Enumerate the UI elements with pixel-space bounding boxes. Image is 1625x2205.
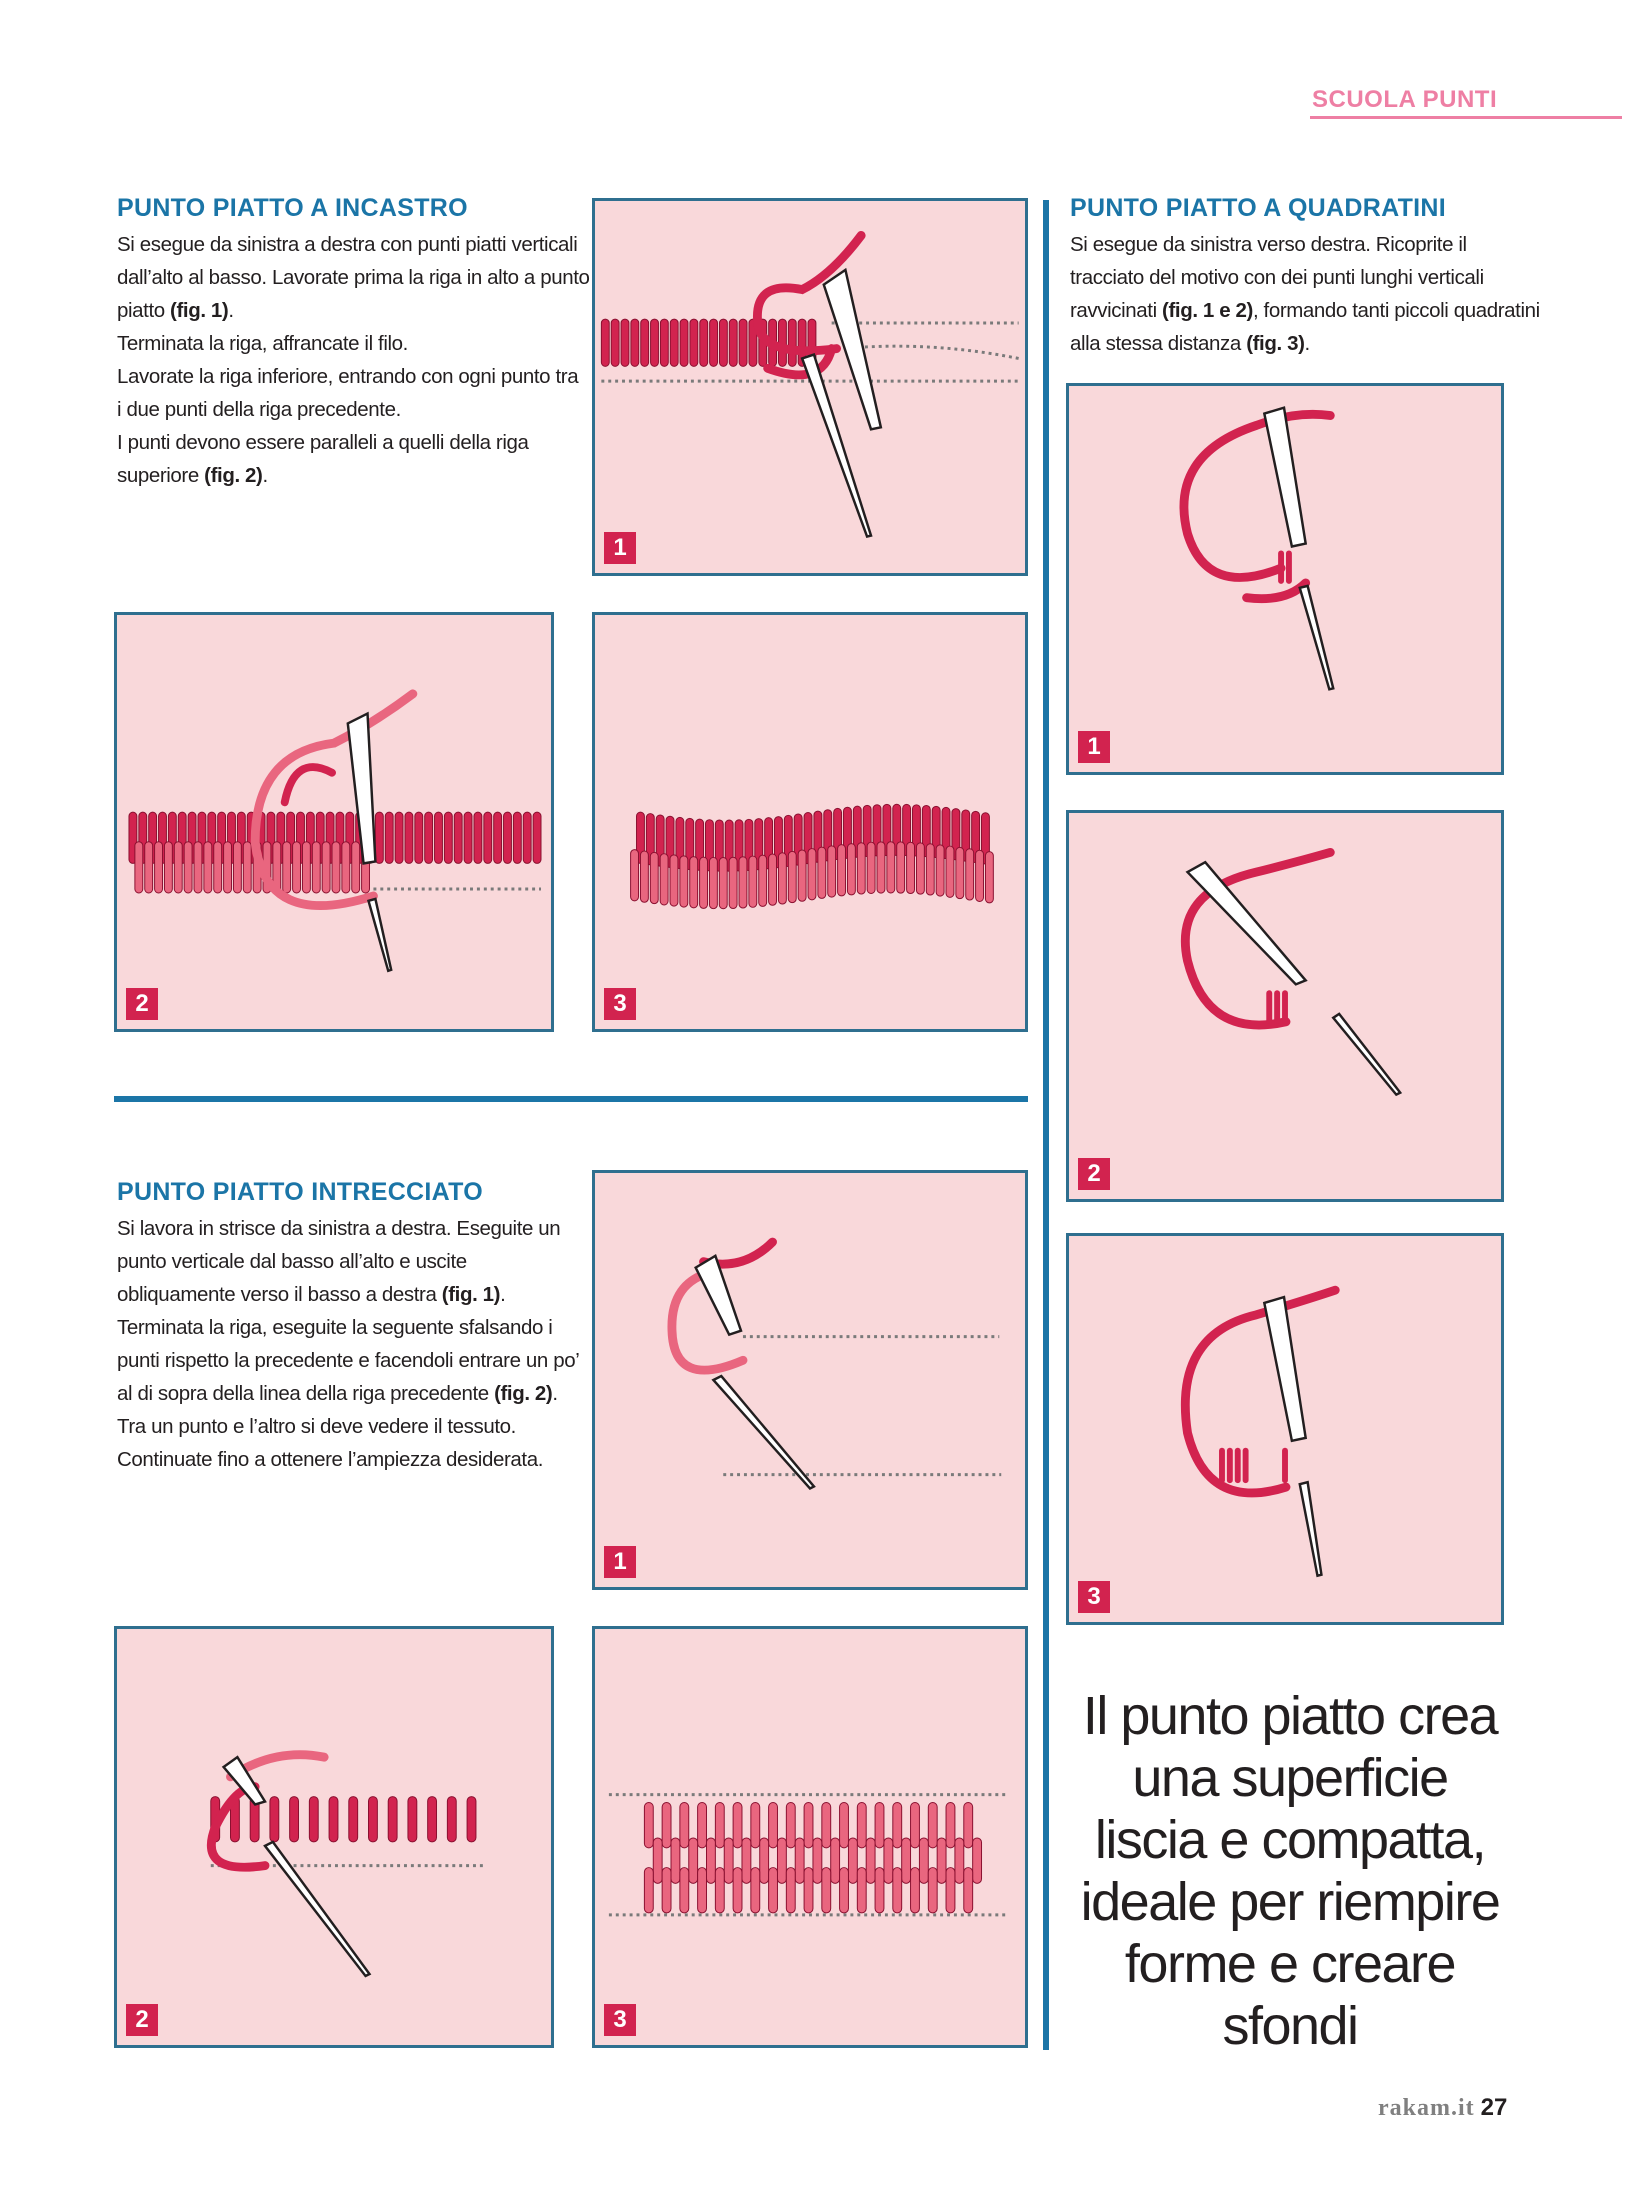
- satin-stitch: [822, 1868, 831, 1913]
- satin-stitch: [946, 1802, 955, 1847]
- satin-stitch: [293, 842, 301, 893]
- text-line: Si esegue da sinistra a destra con punti piatti verticali: [117, 233, 578, 256]
- satin-stitch: [733, 1868, 742, 1913]
- text-line: ravvicinati (fig. 1 e 2), formando tanti piccoli quadratini: [1070, 299, 1540, 322]
- text-line: piatto (fig. 1).: [117, 299, 234, 322]
- satin-stitch: [831, 1838, 840, 1883]
- satin-stitch: [985, 852, 993, 903]
- satin-stitch: [447, 1797, 456, 1842]
- text-line: punti rispetto la precedente e facendoli entrare un po’: [117, 1349, 580, 1372]
- satin-stitch: [523, 812, 531, 863]
- incastro-figure-2: [114, 612, 554, 1032]
- satin-stitch: [329, 1797, 338, 1842]
- satin-stitch: [719, 857, 727, 908]
- satin-stitch: [857, 1802, 866, 1847]
- satin-stitch: [964, 1802, 973, 1847]
- satin-stitch: [290, 1797, 299, 1842]
- satin-stitch: [973, 1838, 982, 1883]
- quadratini-title: PUNTO PIATTO A QUADRATINI: [1070, 194, 1447, 222]
- satin-stitch: [751, 1868, 760, 1913]
- figure-number-badge: 1: [1078, 731, 1110, 763]
- satin-stitch: [680, 1802, 689, 1847]
- text-line: dall’alto al basso. Lavorate prima la riga in alto a punto: [117, 266, 590, 289]
- satin-stitch: [828, 846, 836, 897]
- satin-stitch: [751, 1802, 760, 1847]
- satin-stitch: [926, 844, 934, 895]
- text-line: i due punti della riga precedente.: [117, 398, 401, 421]
- satin-stitch: [322, 842, 330, 893]
- satin-stitch: [670, 319, 678, 366]
- satin-stitch: [660, 319, 668, 366]
- pull-quote-line: forme e creare: [1124, 1934, 1456, 1994]
- section-tag: SCUOLA PUNTI: [1312, 86, 1498, 113]
- figure-number-badge: 2: [126, 2004, 158, 2036]
- satin-stitch: [670, 855, 678, 906]
- satin-stitch: [494, 812, 502, 863]
- satin-stitch: [425, 812, 433, 863]
- satin-stitch: [194, 842, 202, 893]
- satin-stitch: [352, 842, 360, 893]
- satin-stitch: [533, 812, 541, 863]
- satin-stitch: [270, 1797, 279, 1842]
- intrecciato-figure-1: [592, 1170, 1028, 1590]
- satin-stitch: [928, 1868, 937, 1913]
- text-line: I punti devono essere paralleli a quelli della riga: [117, 431, 529, 454]
- figure-number-badge: 3: [604, 988, 636, 1020]
- satin-stitch: [164, 842, 172, 893]
- satin-stitch: [804, 1868, 813, 1913]
- satin-stitch: [729, 857, 737, 908]
- page-footer: [1378, 2094, 1507, 2122]
- satin-stitch: [964, 1868, 973, 1913]
- satin-stitch: [786, 1868, 795, 1913]
- satin-stitch: [760, 1838, 769, 1883]
- satin-stitch: [795, 1838, 804, 1883]
- pull-quote-line: Il punto piatto crea: [1082, 1686, 1498, 1746]
- satin-stitch: [866, 1838, 875, 1883]
- satin-stitch: [848, 1838, 857, 1883]
- satin-stitch: [877, 842, 885, 893]
- satin-stitch: [742, 1838, 751, 1883]
- satin-stitch: [706, 1838, 715, 1883]
- satin-stitch: [395, 812, 403, 863]
- satin-stitch: [937, 1838, 946, 1883]
- satin-stitch: [641, 319, 649, 366]
- satin-stitch: [875, 1868, 884, 1913]
- satin-stitch: [769, 1868, 778, 1913]
- satin-stitch: [788, 319, 796, 366]
- stitch-row: [631, 842, 994, 909]
- satin-stitch: [698, 1802, 707, 1847]
- satin-stitch: [700, 319, 708, 366]
- satin-stitch: [777, 1838, 786, 1883]
- satin-stitch: [867, 842, 875, 893]
- satin-stitch: [739, 319, 747, 366]
- satin-stitch: [724, 1838, 733, 1883]
- satin-stitch: [312, 842, 320, 893]
- satin-stitch: [224, 842, 232, 893]
- intrecciato-title: PUNTO PIATTO INTRECCIATO: [117, 1178, 484, 1206]
- satin-stitch: [700, 857, 708, 908]
- satin-stitch: [769, 854, 777, 905]
- satin-stitch: [640, 851, 648, 902]
- satin-stitch: [808, 849, 816, 900]
- satin-stitch: [907, 842, 915, 893]
- satin-stitch: [729, 319, 737, 366]
- satin-stitch: [709, 857, 717, 908]
- satin-stitch: [135, 842, 143, 893]
- pull-quote: [1060, 1685, 1520, 2057]
- satin-stitch: [283, 842, 291, 893]
- satin-stitch: [385, 812, 393, 863]
- figure-number-badge: 3: [1078, 1581, 1110, 1613]
- pull-quote-line: liscia e compatta,: [1094, 1810, 1486, 1870]
- text-line: al di sopra della linea della riga precedente (fig. 2).: [117, 1382, 558, 1405]
- text-line: Terminata la riga, eseguite la seguente sfalsando i: [117, 1316, 553, 1339]
- satin-stitch: [769, 1802, 778, 1847]
- satin-stitch: [680, 856, 688, 907]
- satin-stitch: [749, 856, 757, 907]
- satin-stitch: [966, 849, 974, 900]
- satin-stitch: [444, 812, 452, 863]
- incastro-text: [117, 228, 590, 492]
- satin-stitch: [916, 843, 924, 894]
- satin-stitch: [405, 812, 413, 863]
- satin-stitch: [408, 1797, 417, 1842]
- satin-stitch: [936, 845, 944, 896]
- text-line: Continuate fino a ottenere l’ampiezza desiderata.: [117, 1448, 543, 1471]
- satin-stitch: [332, 842, 340, 893]
- text-line: tracciato del motivo con dei punti lunghi verticali: [1070, 266, 1484, 289]
- satin-stitch: [302, 842, 310, 893]
- satin-stitch: [662, 1802, 671, 1847]
- satin-stitch: [680, 319, 688, 366]
- satin-stitch: [611, 319, 619, 366]
- satin-stitch: [710, 319, 718, 366]
- satin-stitch: [484, 812, 492, 863]
- satin-stitch: [680, 1868, 689, 1913]
- satin-stitch: [813, 1838, 822, 1883]
- satin-stitch: [976, 850, 984, 901]
- satin-stitch: [919, 1838, 928, 1883]
- satin-stitch: [897, 842, 905, 893]
- satin-stitch: [454, 812, 462, 863]
- satin-stitch: [955, 1838, 964, 1883]
- intrecciato-figure-2: [114, 1626, 554, 2048]
- pull-quote-line: sfondi: [1222, 1996, 1358, 2056]
- satin-stitch: [309, 1797, 318, 1842]
- satin-stitch: [415, 812, 423, 863]
- satin-stitch: [804, 1802, 813, 1847]
- text-line: obliquamente verso il basso a destra (fig. 1).: [117, 1283, 506, 1306]
- stitch-row: [601, 319, 816, 366]
- satin-stitch: [698, 1868, 707, 1913]
- page-number: 27: [1480, 2094, 1508, 2121]
- satin-stitch: [911, 1868, 920, 1913]
- quadratini-text: [1070, 228, 1540, 360]
- satin-stitch: [733, 1802, 742, 1847]
- satin-stitch: [155, 842, 163, 893]
- satin-stitch: [369, 1797, 378, 1842]
- stitch-row: [211, 1797, 476, 1842]
- satin-stitch: [893, 1868, 902, 1913]
- satin-stitch: [838, 845, 846, 896]
- text-line: Tra un punto e l’altro si deve vedere il tessuto.: [117, 1415, 516, 1438]
- satin-stitch: [822, 1802, 831, 1847]
- satin-stitch: [928, 1802, 937, 1847]
- satin-stitch: [243, 842, 251, 893]
- section-tag-underline: [1310, 116, 1622, 119]
- incastro-title: PUNTO PIATTO A INCASTRO: [117, 194, 468, 222]
- satin-stitch: [847, 844, 855, 895]
- footer-site: rakam.it: [1378, 2095, 1475, 2121]
- satin-stitch: [184, 842, 192, 893]
- text-line: punto verticale dal basso all’alto e uscite: [117, 1250, 467, 1273]
- satin-stitch: [601, 319, 609, 366]
- pull-quote-line: una superficie: [1132, 1748, 1448, 1808]
- satin-stitch: [739, 857, 747, 908]
- satin-stitch: [893, 1802, 902, 1847]
- satin-stitch: [233, 842, 241, 893]
- satin-stitch: [644, 1868, 653, 1913]
- satin-stitch: [204, 842, 212, 893]
- text-line: Si lavora in strisce da sinistra a destra. Eseguite un: [117, 1217, 561, 1240]
- satin-stitch: [428, 1797, 437, 1842]
- satin-stitch: [690, 857, 698, 908]
- incastro-figure-1: [592, 198, 1028, 576]
- quadratini-figure-1: [1066, 383, 1504, 775]
- satin-stitch: [174, 842, 182, 893]
- satin-stitch: [759, 855, 767, 906]
- satin-stitch: [956, 847, 964, 898]
- satin-stitch: [653, 1838, 662, 1883]
- satin-stitch: [474, 812, 482, 863]
- satin-stitch: [946, 1868, 955, 1913]
- satin-stitch: [946, 846, 954, 897]
- satin-stitch: [798, 850, 806, 901]
- figure-number-badge: 3: [604, 2004, 636, 2036]
- satin-stitch: [715, 1868, 724, 1913]
- satin-stitch: [840, 1868, 849, 1913]
- figure-number-badge: 1: [604, 1546, 636, 1578]
- satin-stitch: [467, 1797, 476, 1842]
- satin-stitch: [145, 842, 153, 893]
- satin-stitch: [631, 850, 639, 901]
- text-line: alla stessa distanza (fig. 3).: [1070, 332, 1310, 355]
- satin-stitch: [857, 1868, 866, 1913]
- satin-stitch: [660, 854, 668, 905]
- satin-stitch: [464, 812, 472, 863]
- satin-stitch: [662, 1868, 671, 1913]
- quadratini-figure-3: [1066, 1233, 1504, 1625]
- satin-stitch: [388, 1797, 397, 1842]
- satin-stitch: [504, 812, 512, 863]
- satin-stitch: [875, 1802, 884, 1847]
- section-divider-horizontal: [114, 1096, 1028, 1102]
- satin-stitch: [644, 1802, 653, 1847]
- text-line: Si esegue da sinistra verso destra. Ricoprite il: [1070, 233, 1467, 256]
- text-line: Terminata la riga, affrancate il filo.: [117, 332, 408, 355]
- figure-number-badge: 2: [126, 988, 158, 1020]
- satin-stitch: [857, 843, 865, 894]
- satin-stitch: [375, 812, 383, 863]
- satin-stitch: [715, 1802, 724, 1847]
- satin-stitch: [884, 1838, 893, 1883]
- satin-stitch: [650, 852, 658, 903]
- satin-stitch: [719, 319, 727, 366]
- satin-stitch: [786, 1802, 795, 1847]
- satin-stitch: [435, 812, 443, 863]
- satin-stitch: [840, 1802, 849, 1847]
- text-line: Lavorate la riga inferiore, entrando con ogni punto tra: [117, 365, 579, 388]
- figure-number-badge: 1: [604, 532, 636, 564]
- satin-stitch: [902, 1838, 911, 1883]
- satin-stitch: [887, 842, 895, 893]
- section-divider-vertical: [1043, 200, 1049, 2050]
- satin-stitch: [513, 812, 521, 863]
- satin-stitch: [818, 847, 826, 898]
- satin-stitch: [671, 1838, 680, 1883]
- satin-stitch: [651, 319, 659, 366]
- satin-stitch: [788, 851, 796, 902]
- satin-stitch: [214, 842, 222, 893]
- satin-stitch: [342, 842, 350, 893]
- satin-stitch: [778, 853, 786, 904]
- intrecciato-figure-3: [592, 1626, 1028, 2048]
- satin-stitch: [689, 1838, 698, 1883]
- intrecciato-text: [117, 1212, 580, 1476]
- satin-stitch: [349, 1797, 358, 1842]
- quadratini-figure-2: [1066, 810, 1504, 1202]
- text-line: superiore (fig. 2).: [117, 464, 268, 487]
- satin-stitch: [621, 319, 629, 366]
- pull-quote-line: ideale per riempire: [1080, 1872, 1500, 1932]
- satin-stitch: [631, 319, 639, 366]
- satin-stitch: [911, 1802, 920, 1847]
- satin-stitch: [690, 319, 698, 366]
- figure-number-badge: 2: [1078, 1158, 1110, 1190]
- incastro-figure-3: [592, 612, 1028, 1032]
